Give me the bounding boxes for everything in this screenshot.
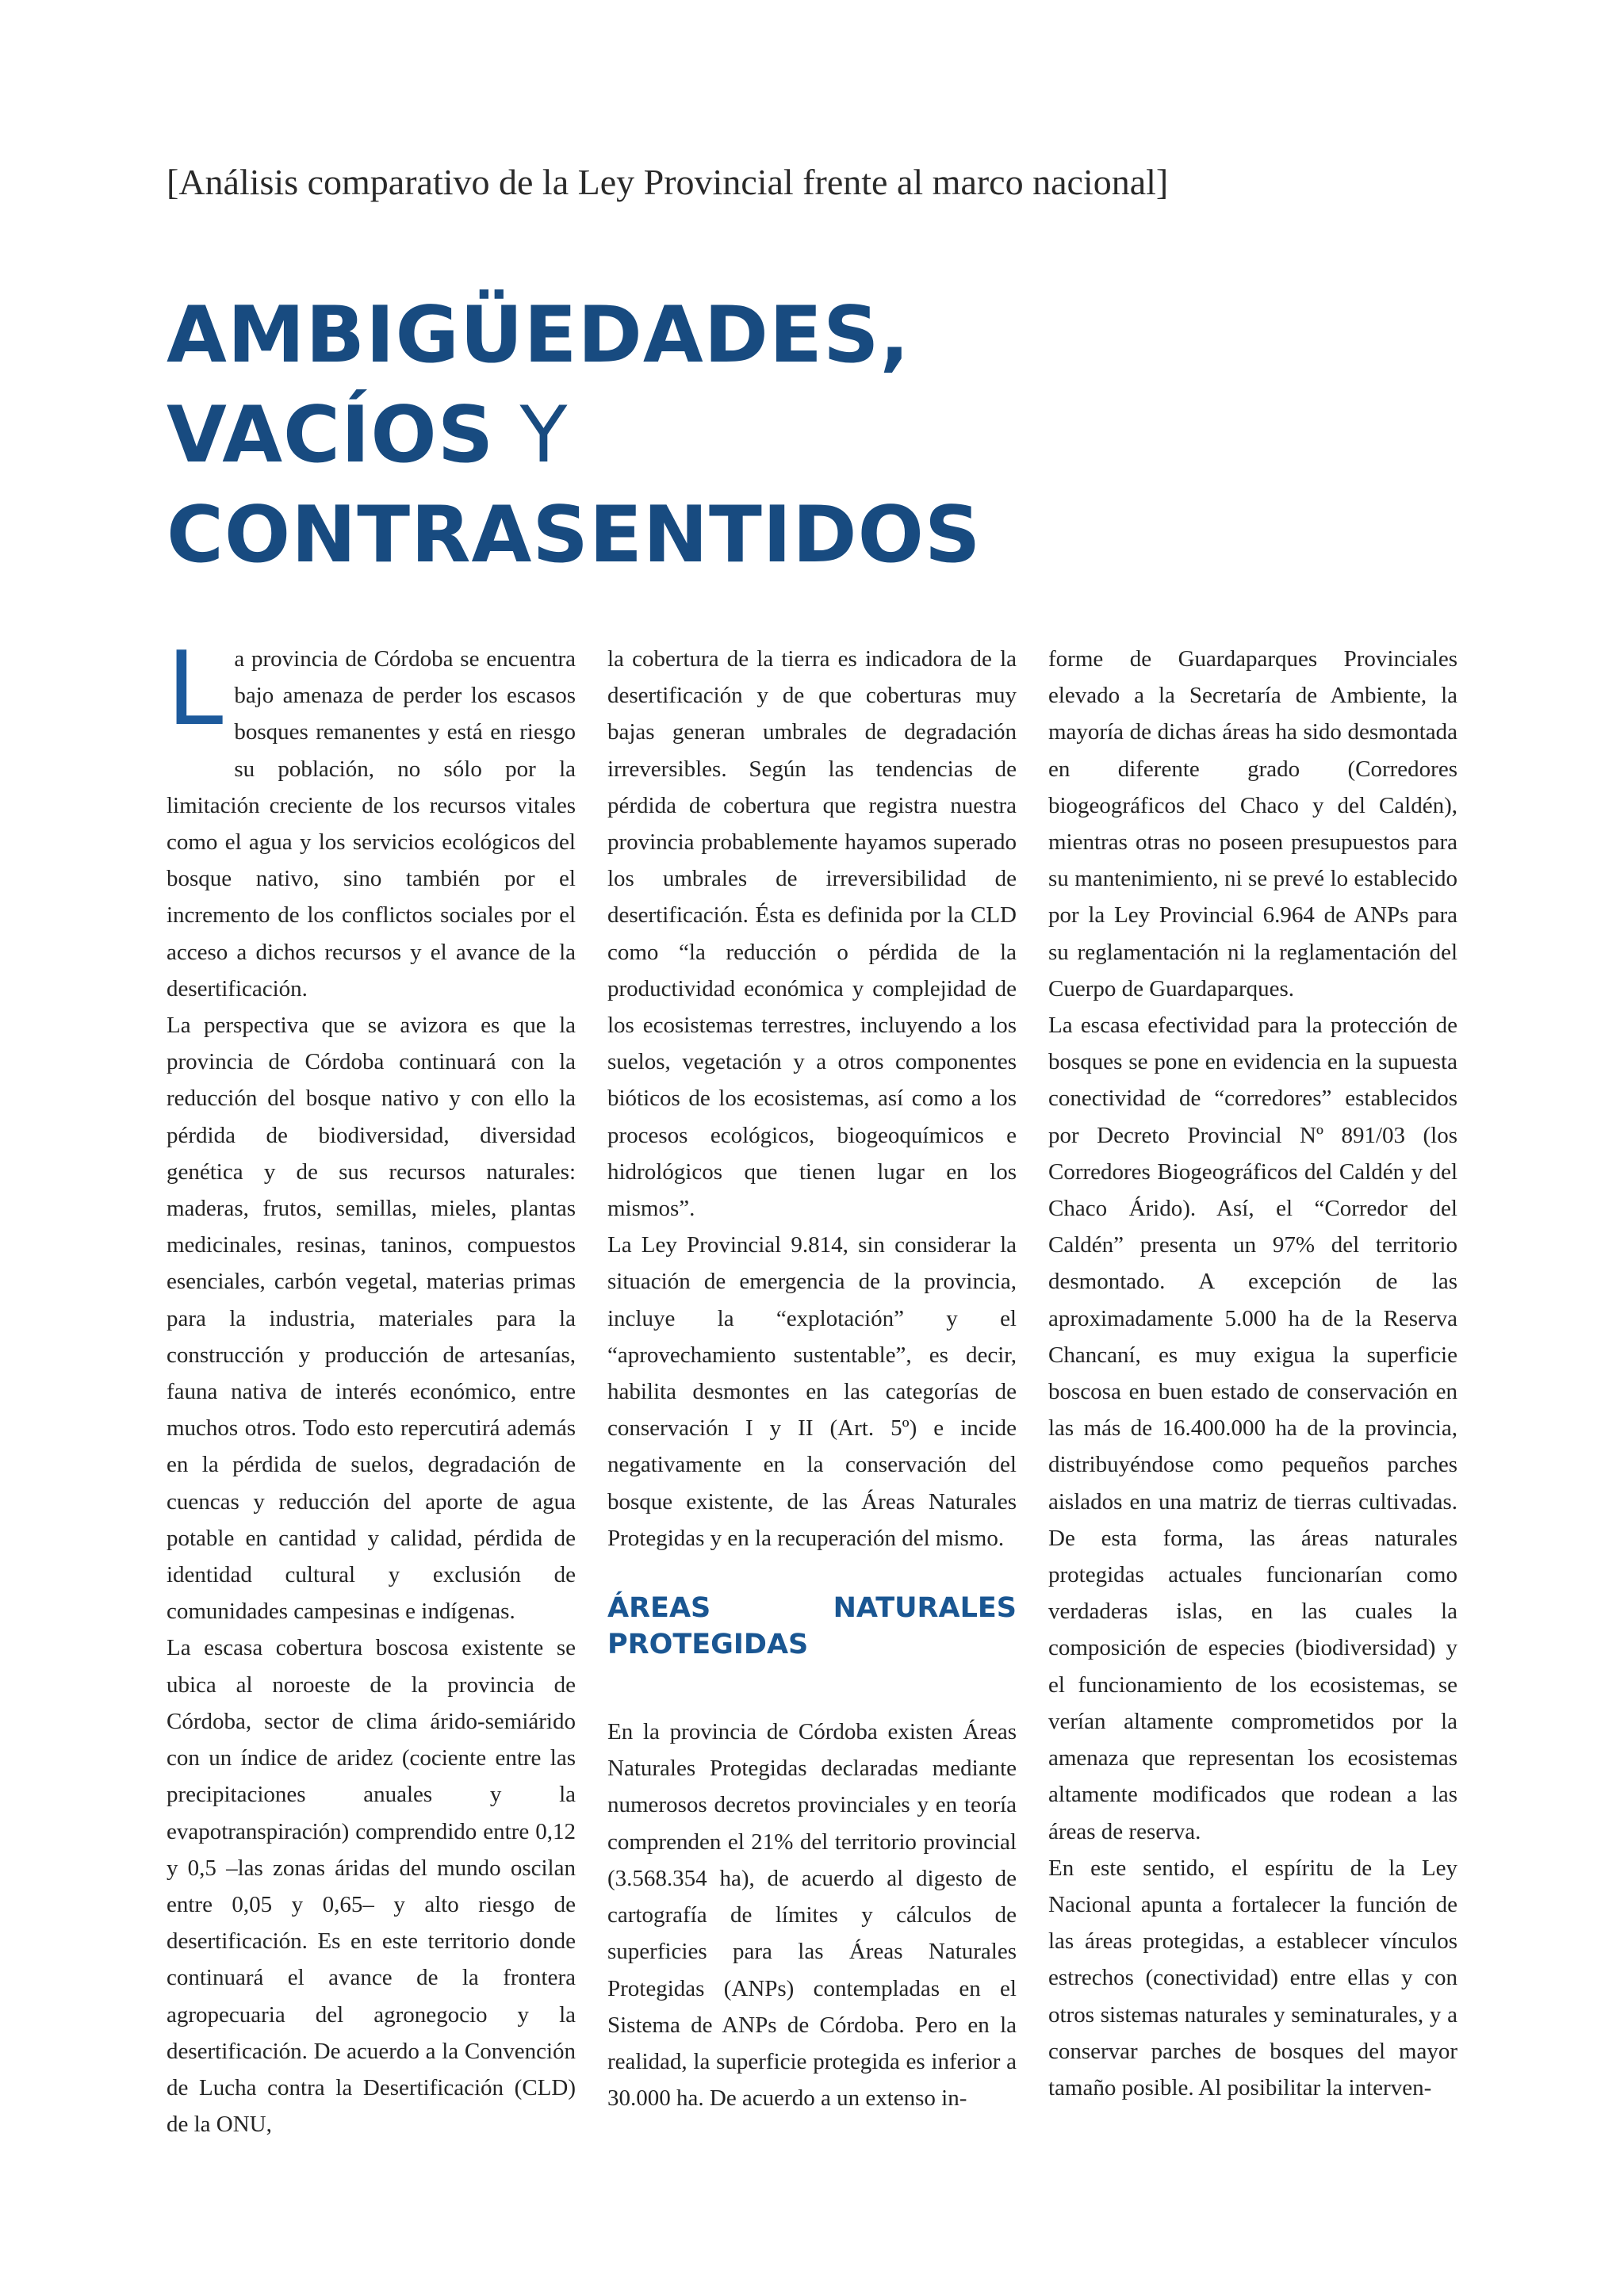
paragraph [167,630,576,1007]
paragraph: En la provincia de Córdoba existen Áreas Naturales Protegidas declaradas mediante numerosos decretos provinciales y en teoría comprenden el 21% del territorio provincial (3.568.354 ha), de acuerdo al digesto de cartografía de límites y cálculos de superficies para las Áreas Naturales Protegidas (ANPs) contempladas en el Sistema de ANPs de Córdoba. Pero en la realidad, la superficie protegida es inferior a 30.000 ha. De acuerdo a un extenso in- [607,1719,1017,2112]
paragraph: La perspectiva que se avizora es que la provincia de Córdoba continuará con la reducción del bosque nativo y con ello la pérdida de biodiversidad, diversidad genética y de sus recursos naturales: maderas, frutos, semillas, mieles, plantas medicinales, resinas, taninos, compuestos esenciales, carbón vegetal, materias primas para la industria, materiales para la construcción y producción de artesanías, fauna nativa de interés económico, entre muchos otros. Todo esto repercutirá además en la pérdida de suelos, degradación de cuencas y reducción del aporte de agua potable en cantidad y calidad, pérdida de identidad cultural y exclusión de comunidades campesinas e indígenas. [167,1013,576,1625]
title-line-2-bold: VACÍOS [167,390,495,481]
paragraph: En este sentido, el espíritu de la Ley Nacional apunta a fortalecer la función de las áreas protegidas, a establecer vínculos estrechos (conectividad) entre ellas y con otros sistemas naturales y seminaturales, y a conservar parches de bosques del mayor tamaño posible. Al posibilitar la interven- [1048,1855,1457,2100]
text-column-3 [1048,641,1457,2143]
article-body [167,630,1457,2138]
paragraph: forme de Guardaparques Provinciales elevado a la Secretaría de Ambiente, la mayoría de dichas áreas ha sido desmontada en diferente grado (Corredores biogeográficos del Chaco y del Caldén), mientras otras no poseen presupuestos para su mantenimiento, ni se prevé lo establecido por la Ley Provincial 6.964 de ANPs para su reglamentación ni la reglamentación del Cuerpo de Guardaparques. [1048,646,1457,1001]
article-title [167,285,1277,585]
text-column-1 [167,630,576,2143]
paragraph-text: a provincia de Córdoba se encuentra bajo amenaza de perder los escasos bosques remanentes y está en riesgo su población, no sólo por la limitación creciente de los recursos vitales como el agua y los servicios ecológicos del bosque nativo, sino también por el incremento de los conflictos sociales por el acceso a dichos recursos y el avance de la desertificación. [167,646,576,1001]
paragraph: La escasa cobertura boscosa existente se ubica al noroeste de la provincia de Córdoba, sector de clima árido-semiárido con un índice de aridez (cociente entre las precipitaciones anuales y la evapotranspiración) comprendido entre 0,12 y 0,5 –las zonas áridas del mundo oscilan entre 0,05 y 0,65– y alto riesgo de desertificación. Es en este territorio donde continuará el avance de la frontera agropecuaria del agronegocio y la desertificación. De acuerdo a la Convención de Lucha contra la Desertificación (CLD) de la ONU, [167,1635,576,2138]
title-line-3: CONTRASENTIDOS [167,490,982,580]
title-line-2-light: Y [494,390,569,481]
paragraph: la cobertura de la tierra es indicadora de la desertificación y de que coberturas muy bajas generan umbrales de degradación irreversibles. Según las tendencias de pérdida de cobertura que registra nuestra provincia probablemente hayamos superado los umbrales de irreversibilidad de desertificación. Ésta es definida por la CLD como “la reducción o pérdida de la productividad económica y complejidad de los ecosistemas terrestres, incluyendo a los suelos, vegetación y a otros componentes bióticos de los ecosistemas, así como a los procesos ecológicos, biogeoquímicos e hidrológicos que tienen lugar en los mismos”. [607,646,1017,1222]
title-line-1: AMBIGÜEDADES, [167,290,910,381]
paragraph: La Ley Provincial 9.814, sin considerar la situación de emergencia de la provincia, incluye la “explotación” y el “aprovechamiento sustentable”, es decir, habilita desmontes en las categorías de conservación I y II (Art. 5º) e incide negativamente en la conservación del bosque existente, de las Áreas Naturales Protegidas y en la recuperación del mismo. [607,1232,1017,1551]
drop-cap: L [167,630,224,749]
section-heading: ÁREAS NATURALES PROTEGIDAS [607,1592,1017,1661]
text-column-2 [607,641,1017,2143]
paragraph: La escasa efectividad para la protección de bosques se pone en evidencia en la supuesta conectividad de “corredores” establecidos por Decreto Provincial Nº 891/03 (los Corredores Biogeográficos del Caldén y del Chaco Árido). Así, el “Corredor del Caldén” presenta un 97% del territorio desmontado. A excepción de las aproximadamente 5.000 ha de la Reserva Chancaní, es muy exigua la superficie boscosa en buen estado de conservación en las más de 16.400.000 ha de la provincia, distribuyéndose como pequeños parches aislados en una matriz de tierras cultivadas. De esta forma, las áreas naturales protegidas actuales funcionarían como verdaderas islas, en las cuales la composición de especies (biodiversidad) y el funcionamiento de los ecosistemas, se verían altamente comprometidos por la amenaza que representan los ecosistemas altamente modificados que rodean a las áreas de reserva. [1048,1013,1457,1844]
section-kicker: [Análisis comparativo de la Ley Provincial frente al marco nacional] [167,162,1169,202]
title-line-2 [167,385,1277,485]
